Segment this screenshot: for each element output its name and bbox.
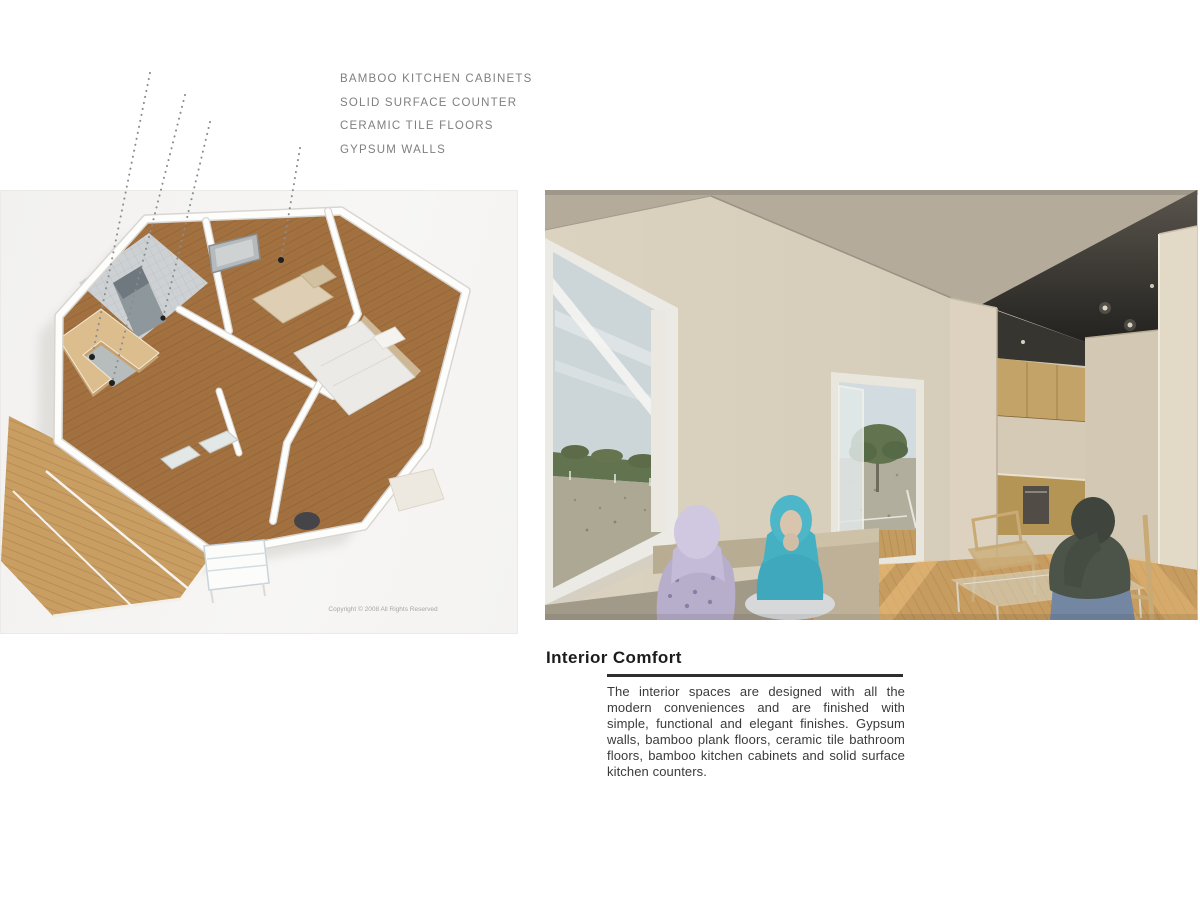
interior-rendering-svg bbox=[545, 190, 1198, 620]
entry-table bbox=[204, 540, 269, 603]
annotation-label-solid-surface-counter: SOLID SURFACE COUNTER bbox=[340, 96, 518, 109]
section-body-text: The interior spaces are designed with all the modern conveniences and are finished with simple, functional and elegant finishes. Gypsum walls, bamboo plank floors, ceramic tile bathroom floors, bamboo kitchen cabinets and solid surface kitchen counters. bbox=[607, 684, 905, 779]
floor-plan-rendering bbox=[0, 190, 518, 634]
floor-plan-svg bbox=[1, 191, 519, 635]
annotation-label-list bbox=[340, 73, 532, 167]
section-divider bbox=[607, 674, 903, 677]
kitchen-nook bbox=[995, 310, 1085, 535]
section-heading: Interior Comfort bbox=[546, 648, 682, 667]
interior-rendering bbox=[545, 190, 1198, 620]
hands bbox=[783, 533, 799, 551]
kitchen-upper-cabinets bbox=[997, 358, 1085, 422]
annotation-label-ceramic-tile-floors: CERAMIC TILE FLOORS bbox=[340, 120, 494, 132]
annotation-label-bamboo-cabinets: BAMBOO KITCHEN CABINETS bbox=[340, 73, 533, 85]
house-model bbox=[1, 211, 466, 616]
copyright-text: Copyright © 2008 All Rights Reserved bbox=[328, 606, 438, 613]
annotation-label-gypsum-walls: GYPSUM WALLS bbox=[340, 143, 446, 156]
stove bbox=[294, 512, 320, 530]
